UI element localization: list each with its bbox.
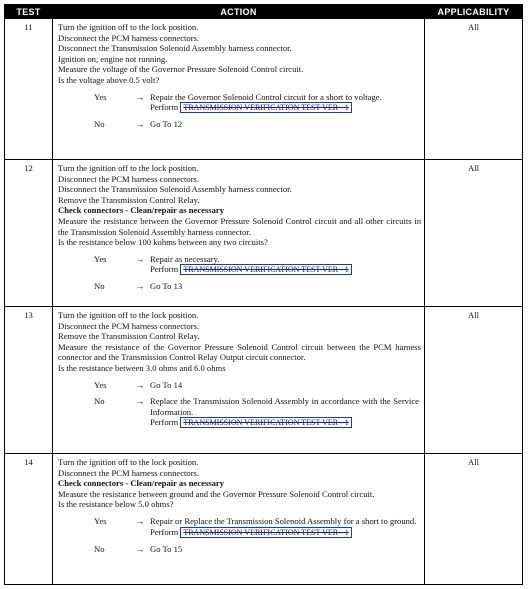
verification-test-link[interactable]: TRANSMISSION VERIFICATION TEST VER - 1 (180, 264, 351, 275)
action-line: Disconnect the PCM harness connectors. (58, 173, 200, 184)
yes-label: Yes (94, 379, 107, 390)
no-label: No (94, 543, 105, 554)
action-line: Remove the Transmission Control Relay. (58, 194, 200, 205)
action-line: Measure the resistance between ground and the Governor Pressure Solenoid Control circuit. (58, 488, 375, 499)
action-line: Is the resistance below 100 kohms between any two circuits? (58, 237, 268, 248)
action-line: Disconnect the PCM harness connectors. (58, 32, 200, 43)
arrow-icon: → (135, 379, 145, 390)
no-response (58, 119, 421, 130)
test-row-12 (5, 160, 523, 307)
yes-response (58, 380, 421, 391)
action-line: Disconnect the PCM harness connectors. (58, 320, 200, 331)
no-text-body: Replace the Transmission Solenoid Assembly in accordance with the Service Information. (150, 396, 419, 417)
action-line: Measure the resistance of the Governor Pressure Solenoid Control circuit between the PCM harness connector and the Transmission Control Relay Output circuit connector. (58, 341, 421, 363)
action-line: Turn the ignition off to the lock position. (58, 310, 199, 320)
applicability: All (425, 160, 523, 307)
applicability: All (425, 307, 523, 454)
action-cell (53, 19, 425, 160)
perform-label: Perform (150, 102, 179, 113)
yes-text-body: Repair the Governor Solenoid Control circuit for a short to voltage. (150, 91, 382, 102)
no-response (58, 544, 421, 555)
arrow-icon: → (135, 253, 145, 264)
no-response (58, 396, 421, 428)
action-line: Remove the Transmission Control Relay. (58, 331, 200, 342)
yes-text-body: Repair or Replace the Transmission Solenoid Assembly for a short to ground. (150, 515, 417, 526)
action-cell (53, 454, 425, 585)
yes-text (150, 254, 421, 276)
yes-text (150, 516, 421, 538)
yes-label: Yes (94, 253, 107, 264)
yes-response (58, 516, 421, 538)
action-cell (53, 160, 425, 307)
test-number: 12 (5, 160, 53, 307)
test-number: 13 (5, 307, 53, 454)
action-line: Disconnect the PCM harness connectors. (58, 467, 200, 478)
verification-test-link[interactable]: TRANSMISSION VERIFICATION TEST VER - 1 (180, 527, 351, 538)
diagnostic-table (4, 4, 523, 585)
diagnostic-table-wrapper (4, 4, 522, 585)
arrow-icon: → (135, 396, 145, 407)
yes-response (58, 92, 421, 114)
action-line: Measure the voltage of the Governor Pressure Solenoid Control circuit. (58, 64, 304, 75)
perform-label: Perform (150, 526, 179, 537)
no-label: No (94, 396, 105, 407)
test-row-14 (5, 454, 523, 585)
arrow-icon: → (135, 91, 145, 102)
perform-label: Perform (150, 417, 179, 428)
no-label: No (94, 119, 105, 130)
yes-response (58, 254, 421, 276)
header-action: ACTION (53, 5, 425, 19)
test-row-13 (5, 307, 523, 454)
header-row (5, 5, 523, 19)
action-line: Is the voltage above 0.5 volt? (58, 74, 160, 85)
check-connectors-heading: Check connectors - Clean/repair as necessary (58, 478, 225, 489)
arrow-icon: → (135, 119, 145, 130)
test-row-11 (5, 19, 523, 160)
yes-text (150, 92, 421, 114)
check-connectors-heading: Check connectors - Clean/repair as necessary (58, 205, 225, 216)
no-text: Go To 12 (150, 119, 183, 130)
action-line: Is the resistance below 5.0 ohms? (58, 499, 174, 510)
action-line: Is the resistance between 3.0 ohms and 6.0 ohms (58, 362, 226, 373)
arrow-icon: → (135, 515, 145, 526)
no-label: No (94, 281, 105, 292)
action-line: Turn the ignition off to the lock position. (58, 22, 199, 32)
action-line: Measure the resistance between the Governor Pressure Solenoid Control circuit and all other circuits in the Transmission Solenoid Assembly harness connector. (58, 215, 421, 237)
yes-label: Yes (94, 515, 107, 526)
yes-text: Go To 14 (150, 379, 183, 390)
arrow-icon: → (135, 543, 145, 554)
applicability: All (425, 19, 523, 160)
action-line: Disconnect the Transmission Solenoid Assembly harness connector. (58, 184, 292, 195)
header-applicability: APPLICABILITY (425, 5, 523, 19)
yes-label: Yes (94, 91, 107, 102)
verification-test-link[interactable]: TRANSMISSION VERIFICATION TEST VER - 1 (180, 417, 351, 428)
no-text: Go To 13 (150, 281, 183, 292)
yes-text-body: Repair as necessary. (150, 253, 220, 264)
no-text (150, 396, 421, 428)
action-line: Ignition on, engine not running. (58, 53, 168, 64)
test-number: 14 (5, 454, 53, 585)
action-line: Disconnect the Transmission Solenoid Assembly harness connector. (58, 43, 292, 54)
applicability: All (425, 454, 523, 585)
header-test: TEST (5, 5, 53, 19)
no-response (58, 281, 421, 292)
test-number: 11 (5, 19, 53, 160)
action-line: Turn the ignition off to the lock position. (58, 457, 199, 467)
no-text: Go To 15 (150, 543, 183, 554)
verification-test-link[interactable]: TRANSMISSION VERIFICATION TEST VER - 1 (180, 102, 351, 113)
perform-label: Perform (150, 264, 179, 275)
arrow-icon: → (135, 281, 145, 292)
action-line: Turn the ignition off to the lock position. (58, 163, 199, 173)
action-cell (53, 307, 425, 454)
